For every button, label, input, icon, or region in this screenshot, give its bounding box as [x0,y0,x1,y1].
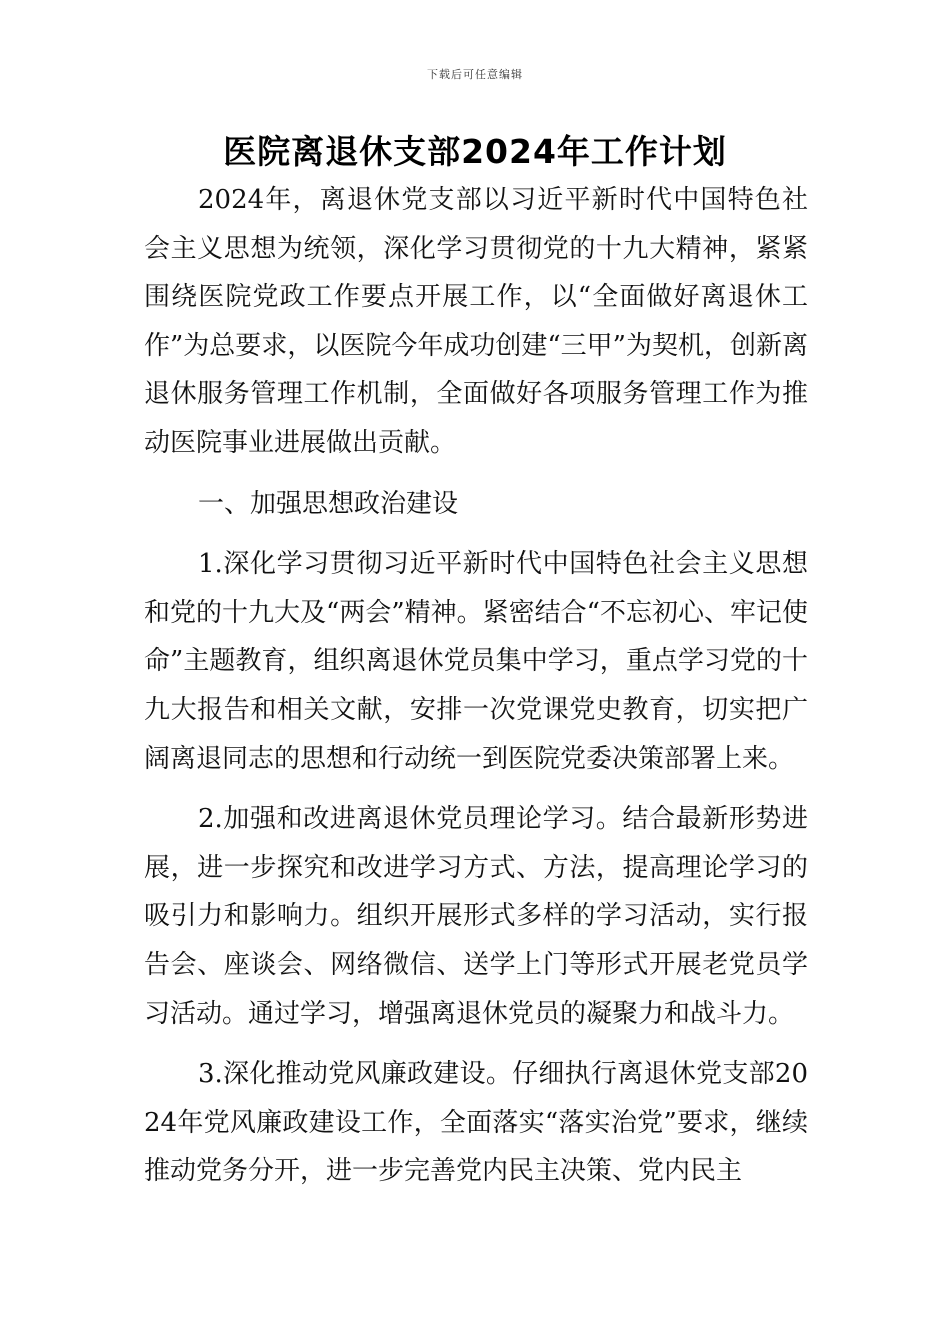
paragraph-item-3: 3.深化推动党风廉政建设。仔细执行离退休党支部2024年党风廉政建设工作，全面落实“落实治党”要求，继续推动党务分开，进一步完善党内民主决策、党内民主 [144,1059,808,1187]
document-body [144,176,808,1196]
paragraph-item-2: 2.加强和改进离退休党员理论学习。结合最新形势进展，进一步探究和改进学习方式、方法，提高理论学习的吸引力和影响力。组织开展形式多样的学习活动，实行报告会、座谈会、网络微信、送学上门等形式开展老党员学习活动。通过学习，增强离退休党员的凝聚力和战斗力。 [144,804,808,1029]
section-heading: 一、加强思想政治建设 [198,488,459,519]
header-note: 下载后可任意编辑 [427,68,523,81]
paragraph-item-1: 1.深化学习贯彻习近平新时代中国特色社会主义思想和党的十九大及“两会”精神。紧密结合“不忘初心、牢记使命”主题教育，组织离退休党员集中学习，重点学习党的十九大报告和相关文献，安排一次党课党史教育，切实把广阔离退同志的思想和行动统一到医院党委决策部署上来。 [144,549,808,774]
intro-paragraph: 2024年，离退休党支部以习近平新时代中国特色社会主义思想为统领，深化学习贯彻党的十九大精神，紧紧围绕医院党政工作要点开展工作，以“全面做好离退休工作”为总要求，以医院今年成功创建“三甲”为契机，创新离退休服务管理工作机制，全面做好各项服务管理工作为推动医院事业进展做出贡献。 [144,185,808,458]
document-title: 医院离退休支部2024年工作计划 [223,132,727,171]
